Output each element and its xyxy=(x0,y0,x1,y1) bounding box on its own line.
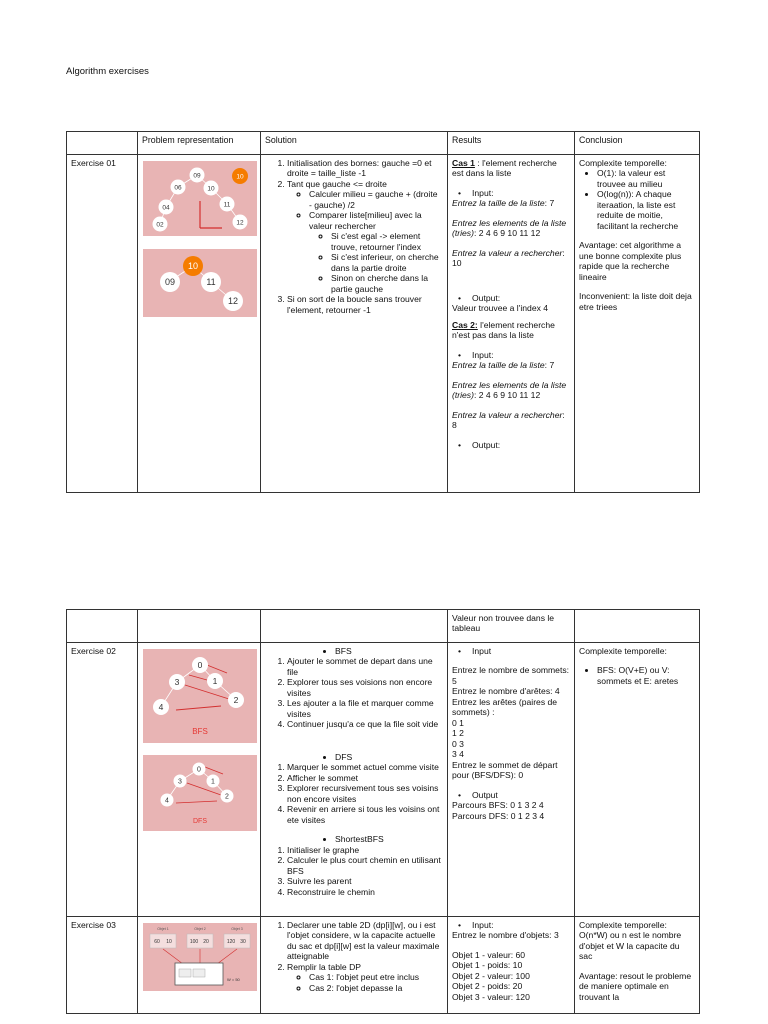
output-line: Valeur trouvee a l'index 4 xyxy=(452,303,549,314)
search-value-line: Entrez la valeur a rechercher: 8 xyxy=(452,409,565,431)
knapsack-object-label: Objet 2 xyxy=(194,927,206,931)
dfs-step: 4. Revenir en arriere si tous les voisins ont ete visites xyxy=(287,804,443,825)
solution-substep: ◦ Cas 2: l'objet depasse la xyxy=(309,983,443,993)
conclusion-intro: Complexite temporelle: xyxy=(579,158,667,168)
bfs-step: 2. Explorer tous ses voisions non encore visites xyxy=(287,677,443,698)
solution-step: 1. Initialisation des bornes: gauche =0 et droite = taille_liste -1 xyxy=(287,158,441,179)
dfs-node-label: 3 xyxy=(178,778,182,786)
dfs-node-label: 1 xyxy=(211,778,215,786)
solution-step-text: Tant que gauche <= droite xyxy=(287,178,387,189)
dfs-title: • DFS xyxy=(335,752,443,762)
conclusion-item: • O(1): la valeur est trouvee au milieu xyxy=(597,168,695,189)
conclusion-item: • BFS: O(V+E) ou V: sommets et E: aretes xyxy=(597,665,695,686)
size-line: Entrez la taille de la liste: 7 xyxy=(452,360,555,371)
exercise-02-label: Exercise 02 xyxy=(67,643,138,917)
conclusion-drawback: Inconvenient: la liste doit deja etre triees xyxy=(579,291,692,312)
header-problem-representation: Problem representation xyxy=(138,132,261,155)
exercise-02-solution xyxy=(261,643,448,917)
solution-step-text: Remplir la table DP xyxy=(287,961,362,972)
header-results: Results xyxy=(448,132,575,155)
exercise-01-label: Exercise 01 xyxy=(67,155,138,493)
knapsack-weight: 30 xyxy=(240,939,246,945)
exercise-01-solution xyxy=(261,155,448,493)
exercise-03-results xyxy=(448,917,575,1014)
knapsack-weight: 10 xyxy=(166,939,172,945)
continued-row xyxy=(67,610,700,643)
exercise-table-1 xyxy=(66,131,700,493)
exercise-03-solution xyxy=(261,917,448,1014)
exercise-03-conclusion xyxy=(575,917,700,1014)
exercise-01-figures xyxy=(138,155,261,493)
output-line: Parcours DFS: 0 1 2 3 4 xyxy=(452,810,545,821)
shortest-bfs-title: • ShortestBFS xyxy=(335,834,443,844)
solution-step: 1. Declarer une table 2D (dp[i][w], ou i est l'objet considere, w la capacite actuelle du sac et dp[i][w] est la valeur maximale atteignable xyxy=(287,920,443,962)
knapsack-figure xyxy=(143,923,257,991)
search-value-line: Entrez la valeur a rechercher: 10 xyxy=(452,247,565,269)
shortest-bfs-step: 2. Calculer le plus court chemin en utilisant BFS xyxy=(287,855,443,876)
tree-node-label: 04 xyxy=(162,204,170,212)
knapsack-value: 60 xyxy=(154,939,160,945)
solution-step xyxy=(287,962,443,993)
knapsack-value: 100 xyxy=(189,939,199,945)
exercise-02-figures xyxy=(138,643,261,917)
exercise-03-label: Exercise 03 xyxy=(67,917,138,1014)
tree-node-label: 11 xyxy=(223,201,231,209)
size-line: Entrez la taille de la liste: 7 xyxy=(452,198,555,209)
solution-substep: ◦ Calculer milieu = gauche + (droite - gauche) /2 xyxy=(309,189,441,210)
solution-substep-text: Comparer liste[milieu] avec la valeur rechercher xyxy=(309,210,422,231)
input-line: Objet 1 - poids: 10 xyxy=(452,960,523,971)
subtree-node-label: 12 xyxy=(227,296,239,306)
case-1-text: : l'element recherche est dans la liste xyxy=(452,158,557,179)
bfs-step: 3. Les ajouter a la file et marquer comme visites xyxy=(287,698,443,719)
exercise-01-results xyxy=(448,155,575,493)
elements-line: Entrez les elements de la liste (tries): 2 4 6 9 10 11 12 xyxy=(452,379,567,401)
input-line: 3 4 xyxy=(452,749,464,760)
subtree-node-label: 11 xyxy=(206,277,216,287)
knapsack-capacity: W = 50 xyxy=(227,977,240,982)
input-line: Objet 1 - valeur: 60 xyxy=(452,949,526,960)
bfs-caption: BFS xyxy=(192,727,208,736)
case-2-line xyxy=(452,320,570,341)
solution-subsubstep: ◦ Si c'est egal -> element trouve, retourner l'index xyxy=(331,231,441,252)
tree-node-label: 06 xyxy=(174,184,182,192)
tree-node-label: 09 xyxy=(193,172,201,180)
case-2-text: l'element recherche n'est pas dans la liste xyxy=(452,319,555,341)
solution-subsubstep: ◦ Sinon on cherche dans la partie gauche xyxy=(331,273,441,294)
conclusion-intro: Complexite temporelle: xyxy=(579,920,667,930)
knapsack-object-label: Objet 1 xyxy=(157,927,169,931)
input-line: Objet 3 - valeur: 120 xyxy=(452,991,530,1002)
exercise-02-results xyxy=(448,643,575,917)
exercise-02-row xyxy=(67,643,700,917)
case-1-line xyxy=(452,158,570,179)
shortest-bfs-step: 1. Initialiser le graphe xyxy=(287,845,443,855)
input-line: 0 1 xyxy=(452,717,464,728)
tree-node-label: 10 xyxy=(236,173,244,181)
input-label: • Input xyxy=(452,646,570,656)
knapsack-value: 120 xyxy=(226,939,236,945)
dfs-step: 1. Marquer le sommet actuel comme visite xyxy=(287,762,443,772)
bfs-node-label: 2 xyxy=(233,695,239,705)
exercise-03-figure xyxy=(138,917,261,1014)
dfs-step: 2. Afficher le sommet xyxy=(287,773,443,783)
output-line: Parcours BFS: 0 1 3 2 4 xyxy=(452,800,544,811)
input-line: Entrez le nombre d'arêtes: 4 xyxy=(452,686,560,697)
bfs-step: 1. Ajouter le sommet de depart dans une file xyxy=(287,656,443,677)
input-line: Entrez le nombre de sommets: 5 xyxy=(452,665,570,686)
input-label: • Input: xyxy=(452,350,570,360)
input-line: 1 2 xyxy=(452,728,464,739)
document-title: Algorithm exercises xyxy=(66,66,149,77)
conclusion-intro: Complexite temporelle: xyxy=(579,646,667,656)
knapsack-object-label: Objet 3 xyxy=(231,927,243,931)
header-conclusion: Conclusion xyxy=(575,132,700,155)
input-line: Entrez le sommet de départ pour (BFS/DFS): 0 xyxy=(452,759,558,781)
solution-subsubstep: ◦ Si c'est inferieur, on cherche dans la partie droite xyxy=(331,252,441,273)
bfs-step: 4. Continuer jusqu'a ce que la file soit vide xyxy=(287,719,443,729)
solution-step: 3. Si on sort de la boucle sans trouver l'element, retourner -1 xyxy=(287,294,441,315)
bfs-node-label: 1 xyxy=(212,676,218,686)
elements-line: Entrez les elements de la liste (tries): 2 4 6 9 10 11 12 xyxy=(452,217,567,239)
knapsack-weight: 20 xyxy=(203,939,209,945)
header-solution: Solution xyxy=(261,132,448,155)
input-line: Objet 2 - poids: 20 xyxy=(452,981,523,992)
exercise-02-conclusion xyxy=(575,643,700,917)
exercise-table-2 xyxy=(66,609,700,1014)
header-cell-empty xyxy=(67,132,138,155)
solution-step xyxy=(287,179,441,294)
shortest-bfs-step: 4. Reconstruire le chemin xyxy=(287,887,443,897)
bfs-graph-figure xyxy=(143,649,257,743)
bfs-title: • BFS xyxy=(335,646,443,656)
dfs-caption: DFS xyxy=(193,818,207,825)
bfs-node-label: 0 xyxy=(197,660,203,670)
not-found-output: Valeur non trouvee dans le tableau xyxy=(448,610,575,643)
header-row xyxy=(67,132,700,155)
subtree-node-label: 09 xyxy=(164,277,176,287)
dfs-graph-figure xyxy=(143,755,257,831)
output-label: • Output xyxy=(452,790,570,800)
input-line: Entrez les arêtes (paires de sommets) : xyxy=(452,696,558,718)
bfs-node-label: 4 xyxy=(158,702,164,712)
input-line: 0 3 xyxy=(452,738,464,749)
tree-node-label: 02 xyxy=(156,221,164,229)
bfs-node-label: 3 xyxy=(174,677,180,687)
output-label: • Output: xyxy=(452,440,570,450)
input-label: • Input: xyxy=(452,188,570,198)
binary-search-tree-figure xyxy=(143,161,257,236)
dfs-step: 3. Explorer recursivement tous ses voisins non encore visites xyxy=(287,783,443,804)
subtree-figure xyxy=(143,249,257,317)
case-1-label: Cas 1 xyxy=(452,158,475,168)
shortest-bfs-step: 3. Suivre les parent xyxy=(287,876,443,886)
dfs-node-label: 4 xyxy=(165,797,169,805)
input-label: • Input: xyxy=(452,920,570,930)
conclusion-text: O(n*W) ou n est le nombre d'objet et W la capacite du sac xyxy=(579,930,682,962)
conclusion-advantage: Avantage: cet algorithme a une bonne complexite plus rapide que la recherche lineaire xyxy=(579,240,682,282)
subtree-node-label: 10 xyxy=(187,261,199,271)
conclusion-advantage: Avantage: resout le probleme de maniere optimale en trouvant la xyxy=(579,970,692,1002)
case-2-label: Cas 2: xyxy=(452,319,478,330)
conclusion-item: • O(log(n)): A chaque iteraation, la liste est reduite de moitie, facilitant la recherche xyxy=(597,189,695,231)
dfs-node-label: 0 xyxy=(197,766,201,774)
solution-substep xyxy=(309,210,441,294)
solution-substep: ◦ Cas 1: l'objet peut etre inclus xyxy=(309,972,443,982)
exercise-01-conclusion xyxy=(575,155,700,493)
tree-node-label: 10 xyxy=(207,185,215,193)
exercise-03-row xyxy=(67,917,700,1014)
input-line: Objet 2 - valeur: 100 xyxy=(452,970,530,981)
exercise-01-row xyxy=(67,155,700,493)
input-line: Entrez le nombre d'objets: 3 xyxy=(452,930,559,941)
output-label: • Output: xyxy=(452,293,570,303)
tree-node-label: 12 xyxy=(236,219,244,227)
dfs-node-label: 2 xyxy=(225,793,229,801)
